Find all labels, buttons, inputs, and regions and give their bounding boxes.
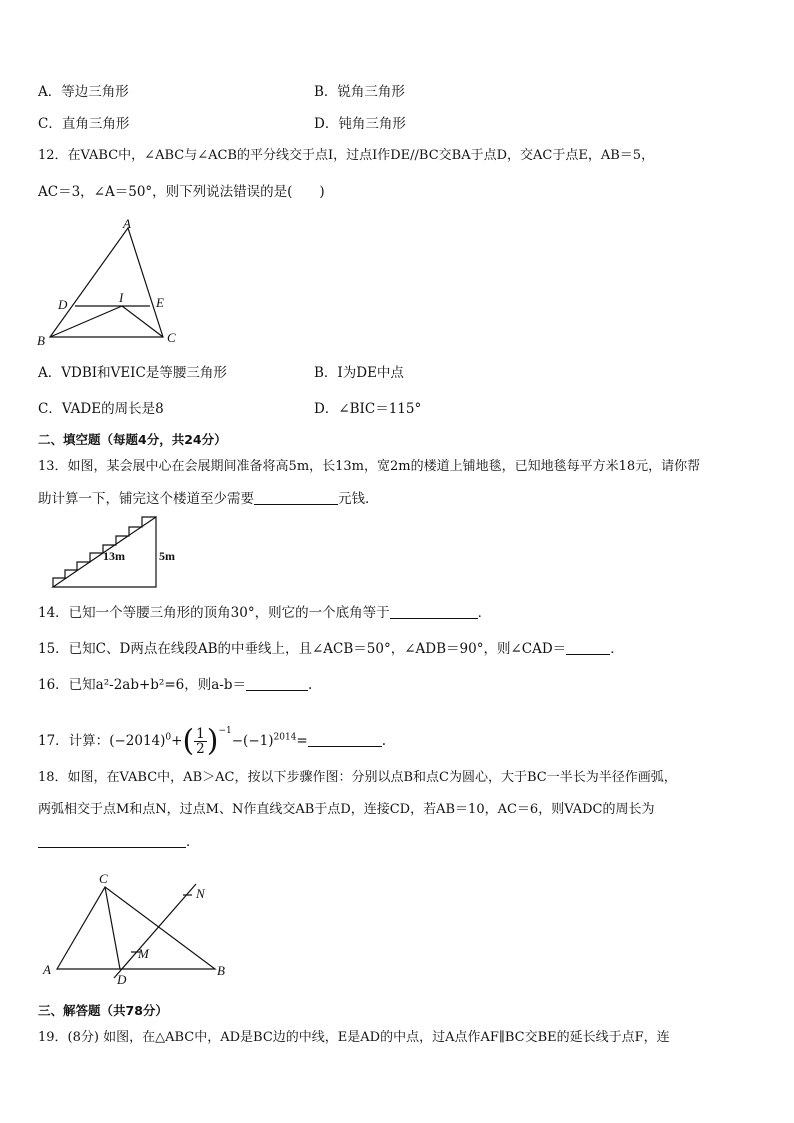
q12-option-d: D．∠BIC＝115°: [314, 401, 422, 417]
q17-text-post: .: [381, 733, 387, 749]
q18-label-b: B: [217, 963, 225, 978]
q18-answer-blank[interactable]: [38, 833, 186, 848]
q17-text-pre: 17．计算：: [38, 733, 110, 749]
q12-label-e: E: [156, 295, 164, 310]
q13-text-post: 元钱．: [338, 491, 379, 507]
q12-label-a: A: [123, 216, 131, 231]
q16-answer-blank[interactable]: [246, 676, 308, 691]
q14-text-pre: 14．已知一个等腰三角形的顶角30°，则它的一个底角等于: [38, 605, 390, 621]
q11-option-c: C．直角三角形: [38, 116, 130, 132]
q12-label-b: B: [37, 333, 45, 348]
q15-text-pre: 15．已知C、D两点在线段AB的中垂线上，且∠ACB＝50°，∠ADB＝90°，则∠CAD＝: [38, 641, 567, 657]
q16-text-post: .: [308, 677, 313, 693]
q11-option-d: D．钝角三角形: [314, 116, 406, 132]
q16-text-pre: 16．已知a²-2ab+b²=6，则a-b＝: [38, 677, 246, 693]
q14-stem: [38, 603, 491, 623]
q18-label-m: M: [138, 946, 149, 961]
q17-exponent-neg1: −1: [218, 726, 232, 736]
q17-base-term: (−2014): [109, 733, 166, 749]
q15-stem: [38, 639, 624, 659]
q12-triangle-figure: [30, 212, 190, 352]
q17-exponent-2014: 2014: [273, 732, 297, 743]
q13-text-pre: 助计算一下，铺完这个楼道至少需要: [38, 491, 254, 507]
q12-option-c: C．VADE的周长是8: [38, 401, 164, 417]
q18-label-n: N: [196, 886, 205, 901]
q17-equals: =: [296, 733, 308, 749]
q13-staircase-figure: [50, 514, 182, 590]
q18-stem-line1: 18．如图，在VABC中，AB＞AC，按以下步骤作图：分别以点B和点C为圆心，大于BC一半长为半径作画弧，: [38, 770, 677, 785]
q17-answer-blank[interactable]: [308, 732, 382, 747]
q13-stem-line2: [38, 489, 379, 509]
q17-numerator: 1: [196, 726, 205, 742]
q12-label-c: C: [167, 330, 176, 345]
q12-option-a: A．VDBI和VEIC是等腰三角形: [38, 365, 227, 381]
q18-text-post: ．: [186, 834, 200, 850]
q12-option-b: B．I为DE中点: [314, 365, 404, 381]
section-3-heading: 三、解答题（共78分）: [38, 1003, 168, 1018]
q13-label-13m: 13m: [103, 549, 125, 563]
q11-option-b: B．锐角三角形: [314, 84, 405, 100]
q18-label-c: C: [99, 871, 108, 886]
q18-triangle-figure: [38, 868, 238, 986]
q17-plus: +: [171, 733, 183, 749]
section-2-heading: 二、填空题（每题4分，共24分）: [38, 432, 227, 447]
q13-label-5m: 5m: [159, 549, 175, 563]
q16-stem: [38, 675, 312, 695]
q18-label-a: A: [43, 962, 51, 977]
q12-stem-line1: 12．在VABC中，∠ABC与∠ACB的平分线交于点I，过点I作DE//BC交BA于点D，交AC于点E，AB＝5，: [38, 148, 655, 163]
q14-text-post: ．: [477, 605, 492, 621]
q17-denominator: 2: [196, 741, 205, 757]
q18-label-d: D: [117, 972, 127, 986]
q13-answer-blank[interactable]: [254, 490, 338, 505]
q19-stem-line1: 19．(8分) 如图，在△ABC中，AD是BC边的中线，E是AD的中点，过A点作AF∥BC交BE的延长线于点F，连: [38, 1030, 670, 1045]
q18-stem-line3: [38, 832, 200, 852]
q11-option-a: A．等边三角形: [38, 84, 129, 100]
q15-answer-blank[interactable]: [566, 640, 610, 655]
q17-minus-term: −(−1): [231, 733, 274, 749]
q17-exponent-0: 0: [165, 732, 172, 743]
q12-stem-line2: AC＝3，∠A＝50°，则下列说法错误的是( ): [38, 184, 325, 200]
q15-text-post: ．: [610, 641, 624, 657]
q12-label-i: I: [119, 290, 124, 305]
q18-stem-line2: 两弧相交于点M和点N，过点M、N作直线交AB于点D，连接CD，若AB＝10，AC＝6，则VADC的周长为: [38, 802, 655, 817]
q17-stem: 17．计算：$(-2014)^0+$( $\frac{1}{2}$ )$^{-1}-(-1)^{2014}=$ .: [38, 723, 387, 759]
q13-stem-line1: 13．如图，某会展中心在会展期间准备将高5m，长13m，宽2m的楼道上铺地毯，已知地毯每平方米18元，请你帮: [38, 459, 701, 474]
q14-answer-blank[interactable]: [390, 604, 478, 619]
q12-label-d: D: [58, 297, 68, 312]
